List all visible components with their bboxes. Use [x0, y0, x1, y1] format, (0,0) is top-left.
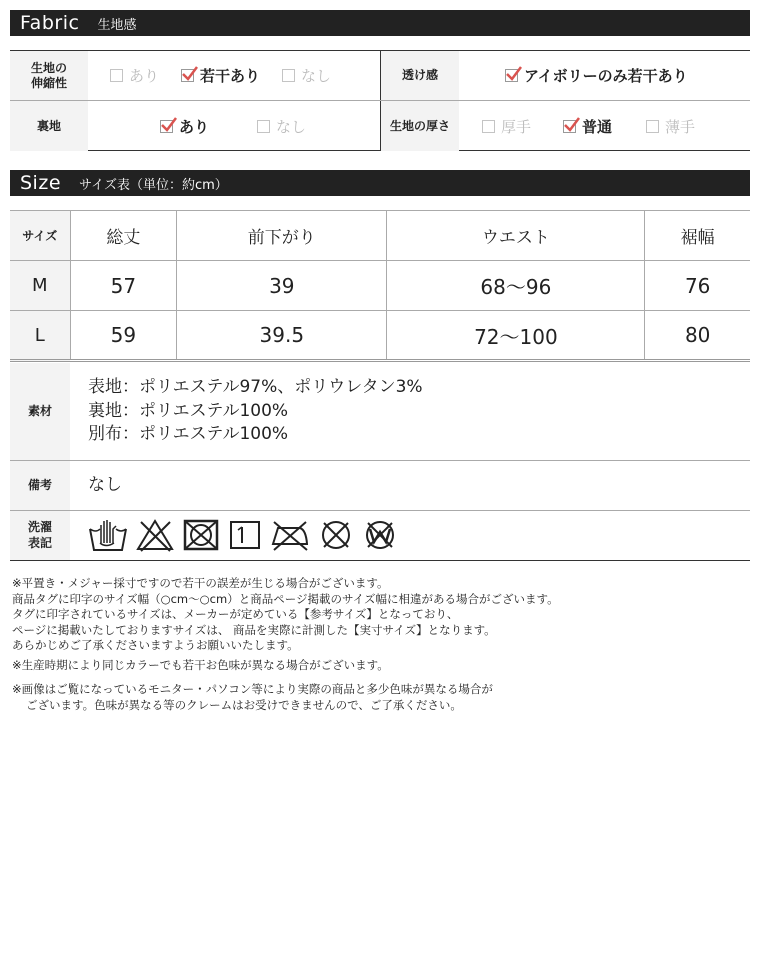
- size-label: M: [10, 261, 70, 311]
- checkbox-checked-icon: [160, 120, 173, 133]
- stretch-option-slight: 若干あり: [181, 65, 260, 86]
- table-cell: 76: [645, 261, 750, 311]
- footnote-line: あらかじめご了承くださいますようお願いいたします。: [12, 638, 299, 652]
- column-header: 裾幅: [645, 211, 750, 261]
- size-title-en: Size: [20, 172, 62, 194]
- footnote-line: 商品タグに印字のサイズ幅（○cm〜○cm）と商品ページ掲載のサイズ幅に相違がある場合がございます。: [12, 591, 559, 606]
- sheer-value: アイボリーのみ若干あり: [505, 51, 750, 100]
- fabric-title-jp: 生地感: [97, 17, 137, 33]
- no-dry-clean-icon: [318, 518, 354, 552]
- hand-wash-icon: [88, 517, 128, 553]
- size-table-header: [10, 211, 750, 261]
- lining-option-no: なし: [257, 116, 306, 137]
- fabric-section-header: [10, 10, 750, 36]
- care-row: [10, 511, 750, 561]
- monitor-note: ※画像はご覧になっているモニター・パソコン等により実際の商品と多少色味が異なる場合が ございます。色味が異なる等のクレームはお受けできませんので、ご了承ください。: [12, 682, 493, 712]
- checkbox-empty-icon: [482, 120, 495, 133]
- stretch-option-none: なし: [282, 65, 331, 86]
- no-bleach-icon: [136, 518, 174, 552]
- lining-options: [160, 101, 380, 151]
- no-wet-clean-icon: [362, 518, 398, 552]
- fabric-row-1: [10, 51, 750, 101]
- low-iron-icon: [270, 518, 310, 552]
- column-header: 総丈: [70, 211, 177, 261]
- checkbox-checked-icon: [181, 69, 194, 82]
- material-line: 別布：ポリエステル100%: [88, 424, 289, 445]
- table-cell: 57: [70, 261, 177, 311]
- material-value: [88, 363, 423, 460]
- material-line: 表地：ポリエステル97%、ポリウレタン3%: [88, 376, 423, 397]
- sheer-label: 透け感: [381, 51, 459, 100]
- size-section-header: [10, 170, 750, 196]
- table-cell: 39: [177, 261, 387, 311]
- footnote-line: タグに印字されているサイズは、メーカーが定めている【参考サイズ】となっており、: [12, 607, 459, 621]
- remarks-row: [10, 461, 750, 511]
- size-title-jp: サイズ表（単位：約cm）: [79, 177, 228, 193]
- season-note: ※生産時期により同じカラーでも若干お色味が異なる場合がございます。: [12, 658, 389, 672]
- size-column-header: サイズ: [10, 211, 70, 261]
- care-icons: [88, 517, 398, 553]
- material-row: [10, 363, 750, 461]
- checkbox-empty-icon: [110, 69, 123, 82]
- lining-label: 裏地: [10, 101, 88, 151]
- checkbox-checked-icon: [563, 120, 576, 133]
- stretch-option-yes: あり: [110, 65, 159, 86]
- table-cell: 59: [70, 311, 177, 361]
- stretch-options: [110, 51, 380, 100]
- material-line: 裏地：ポリエステル100%: [88, 400, 289, 421]
- checkbox-empty-icon: [646, 120, 659, 133]
- footnotes: [12, 576, 559, 654]
- size-table: [10, 210, 750, 362]
- no-tumble-dry-icon: [182, 518, 220, 552]
- hang-dry-icon: [228, 518, 262, 552]
- thickness-label: 生地の厚さ: [381, 101, 459, 151]
- footnote-line: ページに掲載いたしておりますサイズは、 商品を実際に計測した【実寸サイズ】となります。: [12, 622, 496, 637]
- fabric-row-2: [10, 101, 750, 151]
- checkbox-empty-icon: [257, 120, 270, 133]
- thickness-option-thick: 厚手: [482, 116, 531, 137]
- table-cell: 39.5: [177, 311, 387, 361]
- table-cell: 80: [645, 311, 750, 361]
- table-cell: 68〜96: [387, 261, 645, 311]
- lining-option-yes: あり: [160, 116, 209, 137]
- thickness-option-normal: 普通: [563, 116, 612, 137]
- checkbox-checked-icon: [505, 69, 518, 82]
- checkbox-empty-icon: [282, 69, 295, 82]
- material-label: 素材: [10, 363, 70, 460]
- column-header: 前下がり: [177, 211, 387, 261]
- care-label: 洗濯 表記: [10, 511, 70, 560]
- thickness-option-thin: 薄手: [646, 116, 695, 137]
- footnote-line: ※平置き・メジャー採寸ですので若干の誤差が生じる場合がございます。: [12, 576, 389, 590]
- table-row: [10, 311, 750, 361]
- column-header: ウエスト: [387, 211, 645, 261]
- table-cell: 72〜100: [387, 311, 645, 361]
- fabric-title-en: Fabric: [20, 12, 80, 34]
- thickness-options: [482, 101, 750, 151]
- stretch-label: 生地の 伸縮性: [10, 51, 88, 100]
- remarks-value: なし: [88, 474, 122, 495]
- remarks-label: 備考: [10, 461, 70, 510]
- size-label: L: [10, 311, 70, 361]
- table-row: [10, 261, 750, 311]
- fabric-table: [10, 50, 750, 151]
